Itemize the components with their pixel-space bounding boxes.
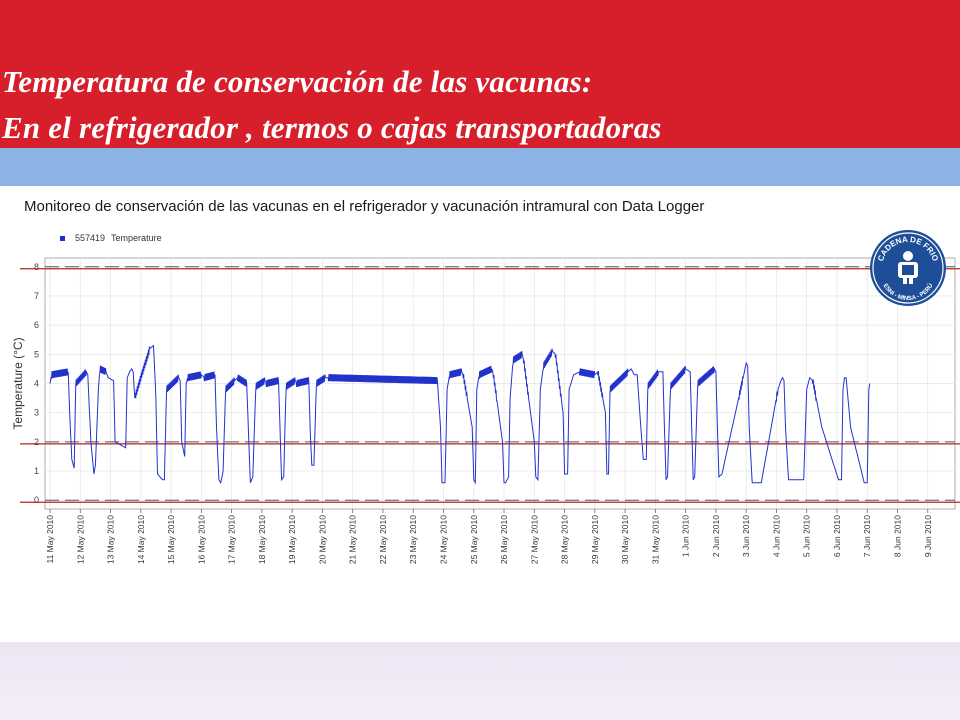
x-tick-label: 5 Jun 2010 [801,515,812,558]
slide-title-line-2: En el refrigerador , termos o cajas transportadoras [2,110,662,145]
title-banner [0,0,960,148]
x-tick-label: 17 May 2010 [226,515,237,565]
x-tick-label: 15 May 2010 [166,515,177,565]
logo-bottom-text: ESNI - MINSA - PERÚ [881,282,935,303]
x-tick-label: 28 May 2010 [559,515,570,565]
x-tick-label: 14 May 2010 [135,515,146,565]
x-tick-label: 1 Jun 2010 [680,515,691,558]
y-tick-label: 7 [33,290,39,301]
x-tick-label: 30 May 2010 [620,515,631,565]
chart-title: Monitoreo de conservación de las vacunas en el refrigerador y vacunación intramural con Data Logger [24,198,705,215]
x-tick-label: 22 May 2010 [377,515,388,565]
y-tick-label: 5 [33,349,39,360]
x-tick-label: 8 Jun 2010 [892,515,903,558]
x-tick-label: 23 May 2010 [408,515,419,565]
logo-top-text: CADENA DE FRIO [876,234,940,263]
footer-band [0,642,960,720]
x-tick-label: 16 May 2010 [196,515,207,565]
x-tick-label: 9 Jun 2010 [922,515,933,558]
y-tick-label: 8 [33,261,39,272]
x-tick-label: 18 May 2010 [256,515,267,565]
y-tick-label: 4 [33,378,39,389]
slide-title-line-1: Temperatura de conservación de las vacunas: [2,64,593,99]
y-tick-label: 1 [33,466,39,477]
legend-label: Temperature [111,233,162,243]
temperature-line-chart [0,186,960,586]
x-tick-label: 26 May 2010 [499,515,510,565]
x-tick-label: 11 May 2010 [45,515,55,564]
x-tick-label: 13 May 2010 [105,515,116,565]
y-tick-label: 6 [33,320,39,331]
y-axis-label: Temperature (°C) [11,337,25,430]
y-tick-label: 3 [33,407,39,418]
cadena-de-frio-logo [868,228,948,308]
legend-id: 557419 [75,233,106,243]
x-tick-label: 12 May 2010 [75,515,86,565]
x-tick-label: 29 May 2010 [589,515,600,565]
x-tick-label: 6 Jun 2010 [831,515,842,558]
x-tick-label: 31 May 2010 [650,515,661,565]
y-tick-label: 2 [33,436,39,447]
x-tick-label: 24 May 2010 [438,515,449,565]
accent-band [0,148,960,186]
x-tick-label: 19 May 2010 [287,515,298,565]
x-tick-label: 20 May 2010 [317,515,328,565]
x-tick-label: 2 Jun 2010 [710,515,721,558]
x-tick-label: 27 May 2010 [529,515,540,565]
x-tick-label: 7 Jun 2010 [862,515,873,558]
x-tick-label: 4 Jun 2010 [771,515,782,558]
x-tick-label: 3 Jun 2010 [741,515,752,558]
x-tick-label: 25 May 2010 [468,515,479,565]
y-tick-label: 0 [33,495,39,506]
x-tick-label: 21 May 2010 [347,515,358,565]
